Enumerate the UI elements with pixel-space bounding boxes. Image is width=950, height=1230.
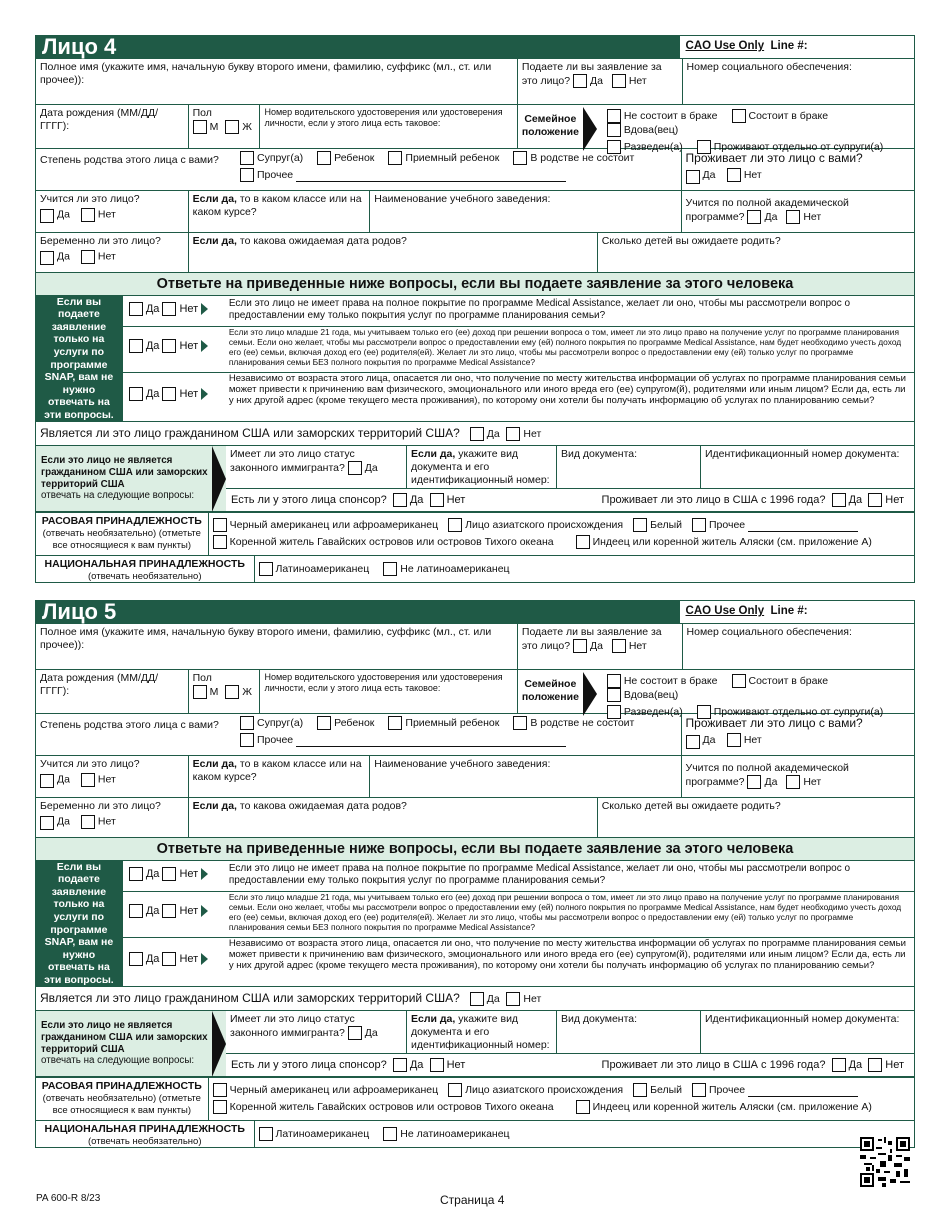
grade-field[interactable]: Если да, то в каком классе или на каком курсе? [188,756,370,797]
q2-text: Если это лицо младше 21 года, мы учитываем только его (ее) доход при решении вопроса о том, имеет ли это лицо право на получение услуг по программе планирования семьи. Если оно желает, чтобы мы рассмотрели вопрос о предоставлении ему (ей) полного покрытия по программе Medical Assistance, нам будет необходимо учесть доход его (ее) семьи, включая доход его (ее) родителя(ей). Желает ли это лицо, чтобы мы рассмотрели вопрос о предоставлении ему (ей) только услуг по программе планирования семьи БЕЗ полного покрытия по программе Medical Assistance? [228,327,902,367]
arrow-right-icon [201,953,208,965]
relationship-field: Степень родства этого лица с вами? Супруг(а) Ребенок Приемный ребенок В родстве не состоит Прочее [40,716,635,746]
school-name-field[interactable]: Наименование учебного заведения: [369,191,680,232]
dob-field[interactable]: Дата рождения (ММ/ДД/ГГГГ): [40,107,159,133]
since96-no-checkbox[interactable] [868,1058,882,1072]
pregnant-no-checkbox[interactable] [81,250,95,264]
snap-sidebar: Если вы подаете заявление только на услуги по программе SNAP, вам не нужно отвечать на эти вопросы. [36,861,122,986]
ethnicity-options: Латиноамериканец Не латиноамериканец [254,1121,703,1147]
sex-f-checkbox[interactable] [225,685,239,699]
rel-spouse-checkbox[interactable] [240,716,254,730]
doc-type-field[interactable]: Вид документа: [556,1011,700,1053]
due-date-field[interactable]: Если да, то какова ожидаемая дата родов? [188,798,597,837]
q1-text: Если это лицо не имеет права на полное покрытие по программе Medical Assistance, желает ли оно, чтобы мы рассмотрели вопрос о предоставлении ему только покрытия услуг по программе планирования семьи? [228,298,851,321]
fulltime-field: Учится по полной академической программе? Да Нет [681,756,914,797]
immigrant-field: Имеет ли это лицо статус законного иммигранта? Да [230,448,378,474]
sponsor-field: Есть ли у этого лица спонсор? Да Нет [231,1058,466,1071]
arrow-right-icon [201,905,208,917]
section-banner: Ответьте на приведенные ниже вопросы, если вы подаете заявление за этого человека [36,272,914,295]
citizen-yes-checkbox[interactable] [470,992,484,1006]
q1-text: Если это лицо не имеет права на полное покрытие по программе Medical Assistance, желает ли оно, чтобы мы рассмотрели вопрос о предоставлении ему только покрытия услуг по программе планирования семьи? [228,863,851,886]
ethnicity-label: НАЦИОНАЛЬНАЯ ПРИНАДЛЕЖНОСТЬ (отвечать необязательно) [44,1123,245,1147]
marital-widowed-checkbox[interactable] [607,688,621,702]
rel-unrelated-checkbox[interactable] [513,716,527,730]
race-other-checkbox[interactable] [692,1083,706,1097]
sex-m-checkbox[interactable] [193,685,207,699]
rel-stepchild-checkbox[interactable] [388,716,402,730]
marital-married-checkbox[interactable] [732,674,746,688]
applying-no-checkbox[interactable] [612,639,626,653]
arrow-icon [583,107,597,151]
pregnant-yes-checkbox[interactable] [40,251,54,265]
race-asian-checkbox[interactable] [448,518,462,532]
rel-other-checkbox[interactable] [240,168,254,182]
sex-field: Пол М Ж [188,670,260,713]
rel-other-line[interactable] [296,746,566,747]
marital-options: Не состоит в браке Состоит в бракеВдова(вец) Разведен(а) Проживают отдельно от супруги(а) [583,105,914,148]
ethnicity-options: Латиноамериканец Не латиноамериканец [254,556,703,582]
eth-nonlatino-checkbox[interactable] [383,562,397,576]
person-4-section: Лицо 4 CAO Use Only Line #: Полное имя (укажите имя, начальную букву второго имени, фамилию, суффикс (мл., ст. или прочее)): Подаете ли вы заявление за это лицо? Да Нет Номер социального обеспечения: Дата рождения (ММ/ДД/ГГГГ): Пол М Ж Номер водительского удостоверения или удостоверения личности, если у этого лица есть таковое: Семейное положение Не состоит в браке Состоит в бракеВдова(вец) Разведен(а) Проживают отдельно от супруги(а) Степень родства этого лица с вами? Супруг(а) Ребенок Приемный ребенок В родстве не состоит Прочее Проживает ли это лицо с вами? Да Нет Учится ли это лицо? Да Нет Если да, то в каком классе или на каком курсе? Наименование учебного заведения: Учится по полной академической программе? Да Нет Беременно ли это лицо? Да Нет Если да, то какова ожидаемая дата родов? Сколько детей вы ожидаете родить? Ответьте на приведенные ниже вопросы, если вы подаете заявление за этого человека Если вы подаете заявление только на услуги по программе SNAP, вам не нужно отвечать на эти вопросы. Да Нет Если это лицо не имеет права на полное покрытие по программе Medical Assistance, желает ли оно, чтобы мы рассмотрели вопрос о предоставлении ему только покрытия услуг по программе планирования семьи? Да Нет Если это лицо младше 21 года, мы учитываем только его (ее) доход при решении вопроса о том, имеет ли это лицо право на получение услуг по программе планирования семьи. Если оно желает, чтобы мы рассмотрели вопрос о предоставлении ему (ей) полного покрытия по программе Medical Assistance, нам будет необходимо учесть доход его (ее) семьи, включая доход его (ее) родителя(ей). Желает ли это лицо, чтобы мы рассмотрели вопрос о предоставлении ему (ей) только услуг по программе планирования семьи БЕЗ полного покрытия по программе Medical Assistance? Да Нет Независимо от возраста этого лица, опасается ли оно, что получение по месту жительства информации об услугах по программе планирования семьи может привести к причинению вам физического, эмоционального или иного вреда его (ее) супругом(й), родителями или иным лицом? Если да, есть ли у них другой адрес (кроме текущего места проживания), по которому они хотели бы получать информацию об услугах по планированию семьи? Является ли это лицо гражданином США или заморских территорий США? Да Нет Если это лицо не является гражданином США или заморских территорий США отвечать на следующие вопросы: Имеет ли это лицо статус законного иммигранта? Да Если да, укажите вид документа и его идентификационный номер: Вид документа: Идентификационный номер документа: Есть ли у этого лица спонсор? Да Нет Проживает ли это лицо в США с 1996 года? Да Нет РАСОВАЯ ПРИНАДЛЕЖНОСТЬ (отвечать необязательно) (отметьте все относящиеся к вам пункты) Черный американец или афроамериканец Лицо азиатского происхождения Белый Прочее Коренной житель Гавайских островов или островов Тихого океана Индеец или коренной житель Аляски (см. приложение А) НАЦИОНАЛЬНАЯ ПРИНАДЛЕЖНОСТЬ (отвечать необязательно) Латиноамериканец Не латиноамериканец [35,35,915,583]
marital-label: Семейное положение [517,670,583,713]
sex-m-checkbox[interactable] [193,120,207,134]
arrow-icon [583,672,597,716]
snap-sidebar: Если вы подаете заявление только на услуги по программе SNAP, вам не нужно отвечать на эти вопросы. [36,296,122,421]
dob-field[interactable]: Дата рождения (ММ/ДД/ГГГГ): [40,672,159,698]
citizen-field: Является ли это лицо гражданином США или заморских территорий США? Да Нет [40,426,542,440]
race-native-checkbox[interactable] [576,535,590,549]
marital-single-checkbox[interactable] [607,109,621,123]
race-pacific-checkbox[interactable] [213,535,227,549]
school-name-field[interactable]: Наименование учебного заведения: [369,756,680,797]
sponsor-no-checkbox[interactable] [430,493,444,507]
race-other-checkbox[interactable] [692,518,706,532]
qr-code [860,1137,910,1187]
doc-id-field[interactable]: Идентификационный номер документа: [700,1011,914,1053]
race-label: РАСОВАЯ ПРИНАДЛЕЖНОСТЬ (отвечать необязательно) (отметьте все относящиеся к вам пункты) [41,1080,202,1116]
since-1996-field: Проживает ли это лицо в США с 1996 года? Да Нет [601,493,904,506]
fulltime-yes-checkbox[interactable] [747,210,761,224]
fulltime-yes-checkbox[interactable] [747,775,761,789]
arrow-right-icon [201,340,208,352]
race-black-checkbox[interactable] [213,518,227,532]
person-5-section: Лицо 5 CAO Use Only Line #: Полное имя (укажите имя, начальную букву второго имени, фамилию, суффикс (мл., ст. или прочее)): Подаете ли вы заявление за это лицо? Да Нет Номер социального обеспечения: Дата рождения (ММ/ДД/ГГГГ): Пол М Ж Номер водительского удостоверения или удостоверения личности, если у этого лица есть таковое: Семейное положение Не состоит в браке Состоит в бракеВдова(вец) Разведен(а) Проживают отдельно от супруги(а) Степень родства этого лица с вами? Супруг(а) Ребенок Приемный ребенок В родстве не состоит Прочее Проживает ли это лицо с вами? Да Нет Учится ли это лицо? Да Нет Если да, то в каком классе или на каком курсе? Наименование учебного заведения: Учится по полной академической программе? Да Нет Беременно ли это лицо? Да Нет Если да, то какова ожидаемая дата родов? Сколько детей вы ожидаете родить? Ответьте на приведенные ниже вопросы, если вы подаете заявление за этого человека Если вы подаете заявление только на услуги по программе SNAP, вам не нужно отвечать на эти вопросы. Да Нет Если это лицо не имеет права на полное покрытие по программе Medical Assistance, желает ли оно, чтобы мы рассмотрели вопрос о предоставлении ему только покрытия услуг по программе планирования семьи? Да Нет Если это лицо младше 21 года, мы учитываем только его (ее) доход при решении вопроса о том, имеет ли это лицо право на получение услуг по программе планирования семьи. Если оно желает, чтобы мы рассмотрели вопрос о предоставлении ему (ей) полного покрытия по программе Medical Assistance, нам будет необходимо учесть доход его (ее) семьи, включая доход его (ее) родителя(ей). Желает ли это лицо, чтобы мы рассмотрели вопрос о предоставлении ему (ей) только услуг по программе планирования семьи БЕЗ полного покрытия по программе Medical Assistance? Да Нет Независимо от возраста этого лица, опасается ли оно, что получение по месту жительства информации об услугах по программе планирования семьи может привести к причинению вам физического, эмоционального или иного вреда его (ее) супругом(й), родителями или иным лицом? Если да, есть ли у них другой адрес (кроме текущего места проживания), по которому они хотели бы получать информацию об услугах по планированию семьи? Является ли это лицо гражданином США или заморских территорий США? Да Нет Если это лицо не является гражданином США или заморских территорий США отвечать на следующие вопросы: Имеет ли это лицо статус законного иммигранта? Да Если да, укажите вид документа и его идентификационный номер: Вид документа: Идентификационный номер документа: Есть ли у этого лица спонсор? Да Нет Проживает ли это лицо в США с 1996 года? Да Нет РАСОВАЯ ПРИНАДЛЕЖНОСТЬ (отвечать необязательно) (отметьте все относящиеся к вам пункты) Черный американец или афроамериканец Лицо азиатского происхождения Белый Прочее Коренной житель Гавайских островов или островов Тихого океана Индеец или коренной житель Аляски (см. приложение А) НАЦИОНАЛЬНАЯ ПРИНАДЛЕЖНОСТЬ (отвечать необязательно) Латиноамериканец Не латиноамериканец [35,600,915,1148]
q1-yes-checkbox[interactable] [129,867,143,881]
lives-with-field: Проживает ли это лицо с вами? Да Нет [681,149,914,190]
citizen-field: Является ли это лицо гражданином США или заморских территорий США? Да Нет [40,991,542,1005]
doc-question: Если да, укажите вид документа и его идентификационный номер: [406,1011,556,1053]
cao-use-only: CAO Use Only Line #: [679,36,914,58]
student-no-checkbox[interactable] [81,208,95,222]
cao-use-only: CAO Use Only Line #: [679,601,914,623]
q3-text: Независимо от возраста этого лица, опасается ли оно, что получение по месту жительства информации об услугах по программе планирования семьи может привести к причинению вам физического, эмоционального или иного вреда его (ее) супругом(й), родителями или иным лицом? Если да, есть ли у них другой адрес (кроме текущего места проживания), по которому они хотели бы получать информацию об услугах по планированию семьи? [228,373,906,406]
student-no-checkbox[interactable] [81,773,95,787]
doc-question: Если да, укажите вид документа и его идентификационный номер: [406,446,556,488]
applying-yes-checkbox[interactable] [573,74,587,88]
q3-no-checkbox[interactable] [162,952,176,966]
immigrant-field: Имеет ли это лицо статус законного иммигранта? Да [230,1013,378,1039]
q3-no-checkbox[interactable] [162,387,176,401]
since96-no-checkbox[interactable] [868,493,882,507]
student-yes-checkbox[interactable] [40,209,54,223]
pregnant-yes-checkbox[interactable] [40,816,54,830]
q1-no-checkbox[interactable] [162,302,176,316]
full-name-field[interactable]: Полное имя (укажите имя, начальную букву второго имени, фамилию, суффикс (мл., ст. или прочее)): [40,626,492,652]
citizen-no-checkbox[interactable] [506,992,520,1006]
noncitizen-label: Если это лицо не является гражданином США или заморских территорий США отвечать на следующие вопросы: [36,446,226,511]
sponsor-yes-checkbox[interactable] [393,493,407,507]
student-field: Учится ли это лицо? Да Нет [36,756,188,797]
doc-type-field[interactable]: Вид документа: [556,446,700,488]
pregnant-field: Беременно ли это лицо? Да Нет [36,798,188,837]
lives-yes-checkbox[interactable] [686,735,700,749]
children-expected-field[interactable]: Сколько детей вы ожидаете родить? [597,798,914,837]
q2-yes-checkbox[interactable] [129,339,143,353]
marital-married-checkbox[interactable] [732,109,746,123]
page-number: Страница 4 [440,1193,505,1207]
q2-yes-checkbox[interactable] [129,904,143,918]
person-title: Лицо 4 [36,36,679,58]
q2-text: Если это лицо младше 21 года, мы учитываем только его (ее) доход при решении вопроса о том, имеет ли это лицо право на получение услуг по программе планирования семьи. Если оно желает, чтобы мы рассмотрели вопрос о предоставлении ему (ей) полного покрытия по программе Medical Assistance, нам будет необходимо учесть доход его (ее) семьи, включая доход его (ее) родителя(ей). Желает ли это лицо, чтобы мы рассмотрели вопрос о предоставлении ему (ей) только услуг по программе планирования семьи БЕЗ полного покрытия по программе Medical Assistance? [228,892,902,932]
race-other-line[interactable] [748,531,858,532]
race-asian-checkbox[interactable] [448,1083,462,1097]
ethnicity-label: НАЦИОНАЛЬНАЯ ПРИНАДЛЕЖНОСТЬ (отвечать необязательно) [44,558,245,582]
lives-no-checkbox[interactable] [727,168,741,182]
imm-yes-checkbox[interactable] [348,1026,362,1040]
citizen-no-checkbox[interactable] [506,427,520,441]
rel-child-checkbox[interactable] [317,151,331,165]
q2-no-checkbox[interactable] [162,339,176,353]
citizen-yes-checkbox[interactable] [470,427,484,441]
race-pacific-checkbox[interactable] [213,1100,227,1114]
rel-spouse-checkbox[interactable] [240,151,254,165]
since96-yes-checkbox[interactable] [832,1058,846,1072]
since96-yes-checkbox[interactable] [832,493,846,507]
due-date-field[interactable]: Если да, то какова ожидаемая дата родов? [188,233,597,272]
applying-no-checkbox[interactable] [612,74,626,88]
applying-yes-checkbox[interactable] [573,639,587,653]
arrow-right-icon [201,388,208,400]
eth-nonlatino-checkbox[interactable] [383,1127,397,1141]
sponsor-no-checkbox[interactable] [430,1058,444,1072]
fulltime-no-checkbox[interactable] [786,775,800,789]
lives-yes-checkbox[interactable] [686,170,700,184]
race-label: РАСОВАЯ ПРИНАДЛЕЖНОСТЬ (отвечать необязательно) (отметьте все относящиеся к вам пункты) [41,515,202,551]
q3-yes-checkbox[interactable] [129,952,143,966]
arrow-icon [212,1011,226,1077]
applying-question: Подаете ли вы заявление за это лицо? Да Нет [517,624,682,669]
sex-field: Пол М Ж [188,105,260,148]
eth-latino-checkbox[interactable] [259,562,273,576]
imm-yes-checkbox[interactable] [348,461,362,475]
license-field[interactable]: Номер водительского удостоверения или удостоверения личности, если у этого лица есть таковое: [259,670,516,713]
lives-no-checkbox[interactable] [727,733,741,747]
student-yes-checkbox[interactable] [40,774,54,788]
rel-child-checkbox[interactable] [317,716,331,730]
person-title: Лицо 5 [36,601,679,623]
student-field: Учится ли это лицо? Да Нет [36,191,188,232]
rel-other-line[interactable] [296,181,566,182]
fulltime-no-checkbox[interactable] [786,210,800,224]
noncitizen-label: Если это лицо не является гражданином США или заморских территорий США отвечать на следующие вопросы: [36,1011,226,1076]
marital-widowed-checkbox[interactable] [607,123,621,137]
marital-options: Не состоит в браке Состоит в бракеВдова(вец) Разведен(а) Проживают отдельно от супруги(а) [583,670,914,713]
pregnant-no-checkbox[interactable] [81,815,95,829]
q3-text: Независимо от возраста этого лица, опасается ли оно, что получение по месту жительства информации об услугах по программе планирования семьи может привести к причинению вам физического, эмоционального или иного вреда его (ее) супругом(й), родителями или иным лицом? Если да, есть ли у них другой адрес (кроме текущего места проживания), по которому они хотели бы получать информацию об услугах по планированию семьи? [228,938,906,971]
doc-id-field[interactable]: Идентификационный номер документа: [700,446,914,488]
race-options: Черный американец или афроамериканец Лицо азиатского происхождения Белый Прочее Коренной житель Гавайских островов или островов Тихого океана Индеец или коренной житель Аляски (см. приложение А) [208,513,914,555]
eth-latino-checkbox[interactable] [259,1127,273,1141]
race-other-line[interactable] [748,1096,858,1097]
q1-no-checkbox[interactable] [162,867,176,881]
q2-no-checkbox[interactable] [162,904,176,918]
marital-label: Семейное положение [517,105,583,148]
applying-question: Подаете ли вы заявление за это лицо? Да Нет [517,59,682,104]
sex-f-checkbox[interactable] [225,120,239,134]
since-1996-field: Проживает ли это лицо в США с 1996 года? Да Нет [601,1058,904,1071]
relationship-field: Степень родства этого лица с вами? Супруг(а) Ребенок Приемный ребенок В родстве не состоит Прочее [40,151,635,181]
marital-single-checkbox[interactable] [607,674,621,688]
children-expected-field[interactable]: Сколько детей вы ожидаете родить? [597,233,914,272]
q3-yes-checkbox[interactable] [129,387,143,401]
sponsor-yes-checkbox[interactable] [393,1058,407,1072]
race-white-checkbox[interactable] [633,518,647,532]
ssn-field[interactable]: Номер социального обеспечения: [682,59,914,104]
race-options: Черный американец или афроамериканец Лицо азиатского происхождения Белый Прочее Коренной житель Гавайских островов или островов Тихого океана Индеец или коренной житель Аляски (см. приложение А) [208,1078,914,1120]
q1-yes-checkbox[interactable] [129,302,143,316]
fulltime-field: Учится по полной академической программе? Да Нет [681,191,914,232]
race-black-checkbox[interactable] [213,1083,227,1097]
arrow-icon [212,446,226,512]
ssn-field[interactable]: Номер социального обеспечения: [682,624,914,669]
rel-other-checkbox[interactable] [240,733,254,747]
rel-stepchild-checkbox[interactable] [388,151,402,165]
race-white-checkbox[interactable] [633,1083,647,1097]
rel-unrelated-checkbox[interactable] [513,151,527,165]
lives-with-field: Проживает ли это лицо с вами? Да Нет [681,714,914,755]
pregnant-field: Беременно ли это лицо? Да Нет [36,233,188,272]
section-banner: Ответьте на приведенные ниже вопросы, если вы подаете заявление за этого человека [36,837,914,860]
license-field[interactable]: Номер водительского удостоверения или удостоверения личности, если у этого лица есть таковое: [259,105,516,148]
arrow-right-icon [201,868,208,880]
form-id: PA 600-R 8/23 [36,1193,101,1204]
race-native-checkbox[interactable] [576,1100,590,1114]
full-name-field[interactable]: Полное имя (укажите имя, начальную букву второго имени, фамилию, суффикс (мл., ст. или прочее)): [40,61,492,87]
sponsor-field: Есть ли у этого лица спонсор? Да Нет [231,493,466,506]
grade-field[interactable]: Если да, то в каком классе или на каком курсе? [188,191,370,232]
arrow-right-icon [201,303,208,315]
